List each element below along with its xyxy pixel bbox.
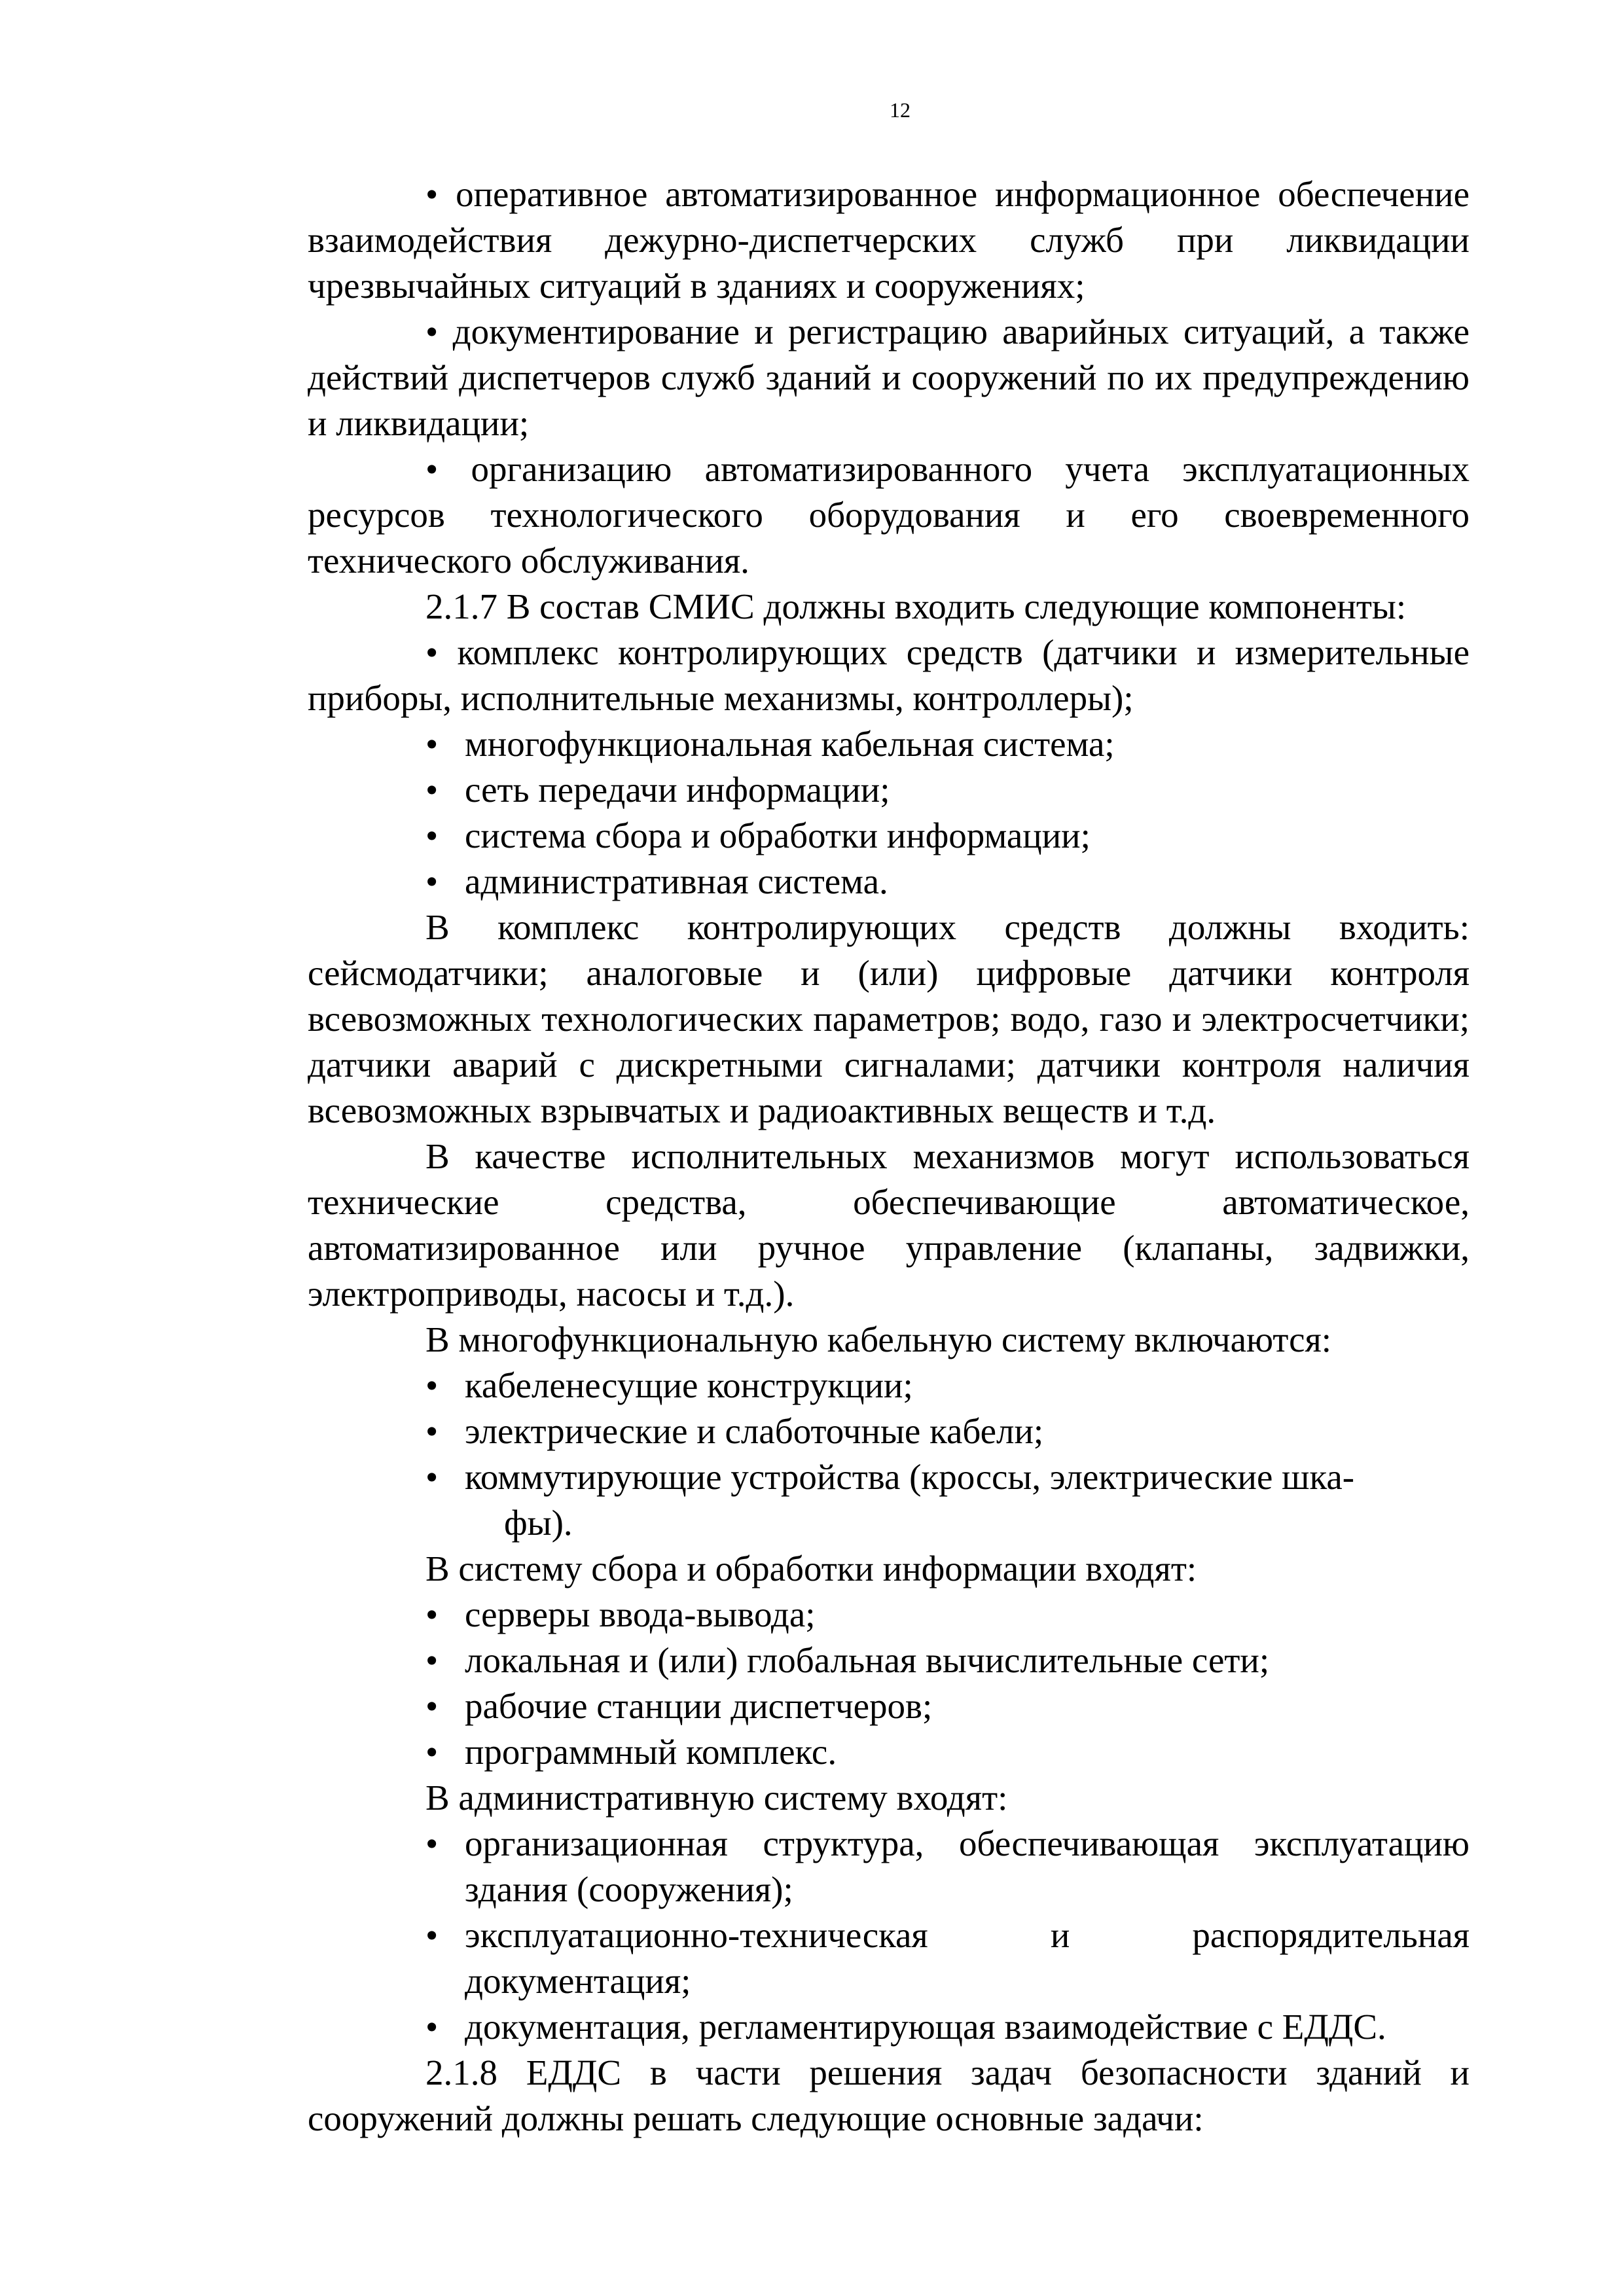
list-item: • кабеленесущие конструкции; [308,1363,1470,1408]
section-paragraph: 2.1.7 В состав СМИС должны входить следующие компоненты: [425,586,1407,626]
body-paragraph: В качестве исполнительных механизмов могут использоваться технические средства, обеспечивающие автоматическое, автоматизированное или ручное управление (клапаны, задвижки, электроприводы, насосы и т.д.). [308,1136,1470,1314]
list-item: • сеть передачи информации; [308,767,1470,813]
list-item: • эксплуатационно-техническая и распорядительная документация; [308,1912,1470,2004]
bullet-icon: • [425,1365,439,1405]
list-item: • серверы ввода-вывода; [308,1592,1470,1638]
bullet-icon: • [425,1457,439,1497]
list-item: • документация, регламентирующая взаимодействие с ЕДДС. [308,2004,1470,2050]
bullet-icon: • [425,1732,439,1772]
bullet-icon: • [425,770,439,810]
bullet-icon: • [425,724,439,764]
bullet-icon: • [425,1640,439,1680]
bullet-icon: • [425,1823,439,1863]
document-body [308,171,1470,2142]
bullet-icon: • [425,2007,439,2047]
list-item: • многофункциональная кабельная система; [308,721,1470,767]
list-item-continuation: фы). [504,1503,573,1543]
section-paragraph: 2.1.8 ЕДДС в части решения задач безопасности зданий и сооружений должны решать следующие основные задачи: [308,2053,1470,2138]
list-item: • система сбора и обработки информации; [308,813,1470,859]
bullet-icon: • [425,816,439,855]
list-item: • организационная структура, обеспечивающая эксплуатацию здания (сооружения); [308,1821,1470,1912]
body-paragraph: В систему сбора и обработки информации входят: [425,1549,1197,1588]
page-number: 12 [890,98,911,122]
bullet-icon: • [425,1411,439,1451]
list-item: • электрические и слаботочные кабели; [308,1408,1470,1454]
list-item: • административная система. [308,859,1470,905]
bullet-icon: • [425,861,439,901]
bullet-icon: • [425,1915,439,1955]
list-item: • локальная и (или) глобальная вычислительные сети; [308,1638,1470,1683]
list-item: • оперативное автоматизированное информационное обеспечение взаимодействия дежурно-диспетчерских служб при ликвидации чрезвычайных ситуаций в зданиях и сооружениях; [308,174,1470,306]
body-paragraph: В административную систему входят: [425,1778,1008,1818]
list-item: • программный комплекс. [308,1729,1470,1775]
bullet-icon: • [425,1686,439,1726]
list-item: • рабочие станции диспетчеров; [308,1683,1470,1729]
list-item: • коммутирующие устройства (кроссы, электрические шка- [308,1454,1470,1500]
list-item: • организацию автоматизированного учета эксплуатационных ресурсов технологического оборудования и его своевременного технического обслуживания. [308,449,1470,581]
list-item: • документирование и регистрацию аварийных ситуаций, а также действий диспетчеров служб зданий и сооружений по их предупреждению и ликвидации; [308,312,1470,443]
body-paragraph: В комплекс контролирующих средств должны входить: сейсмодатчики; аналоговые и (или) цифровые датчики контроля всевозможных технологических параметров; водо, газо и электросчетчики; датчики аварий с дискретными сигналами; датчики контроля наличия всевозможных взрывчатых и радиоактивных веществ и т.д. [308,907,1470,1130]
body-paragraph: В многофункциональную кабельную систему включаются: [425,1319,1332,1359]
list-item: • комплекс контролирующих средств (датчики и измерительные приборы, исполнительные механизмы, контроллеры); [308,632,1470,718]
bullet-icon: • [425,1594,439,1634]
